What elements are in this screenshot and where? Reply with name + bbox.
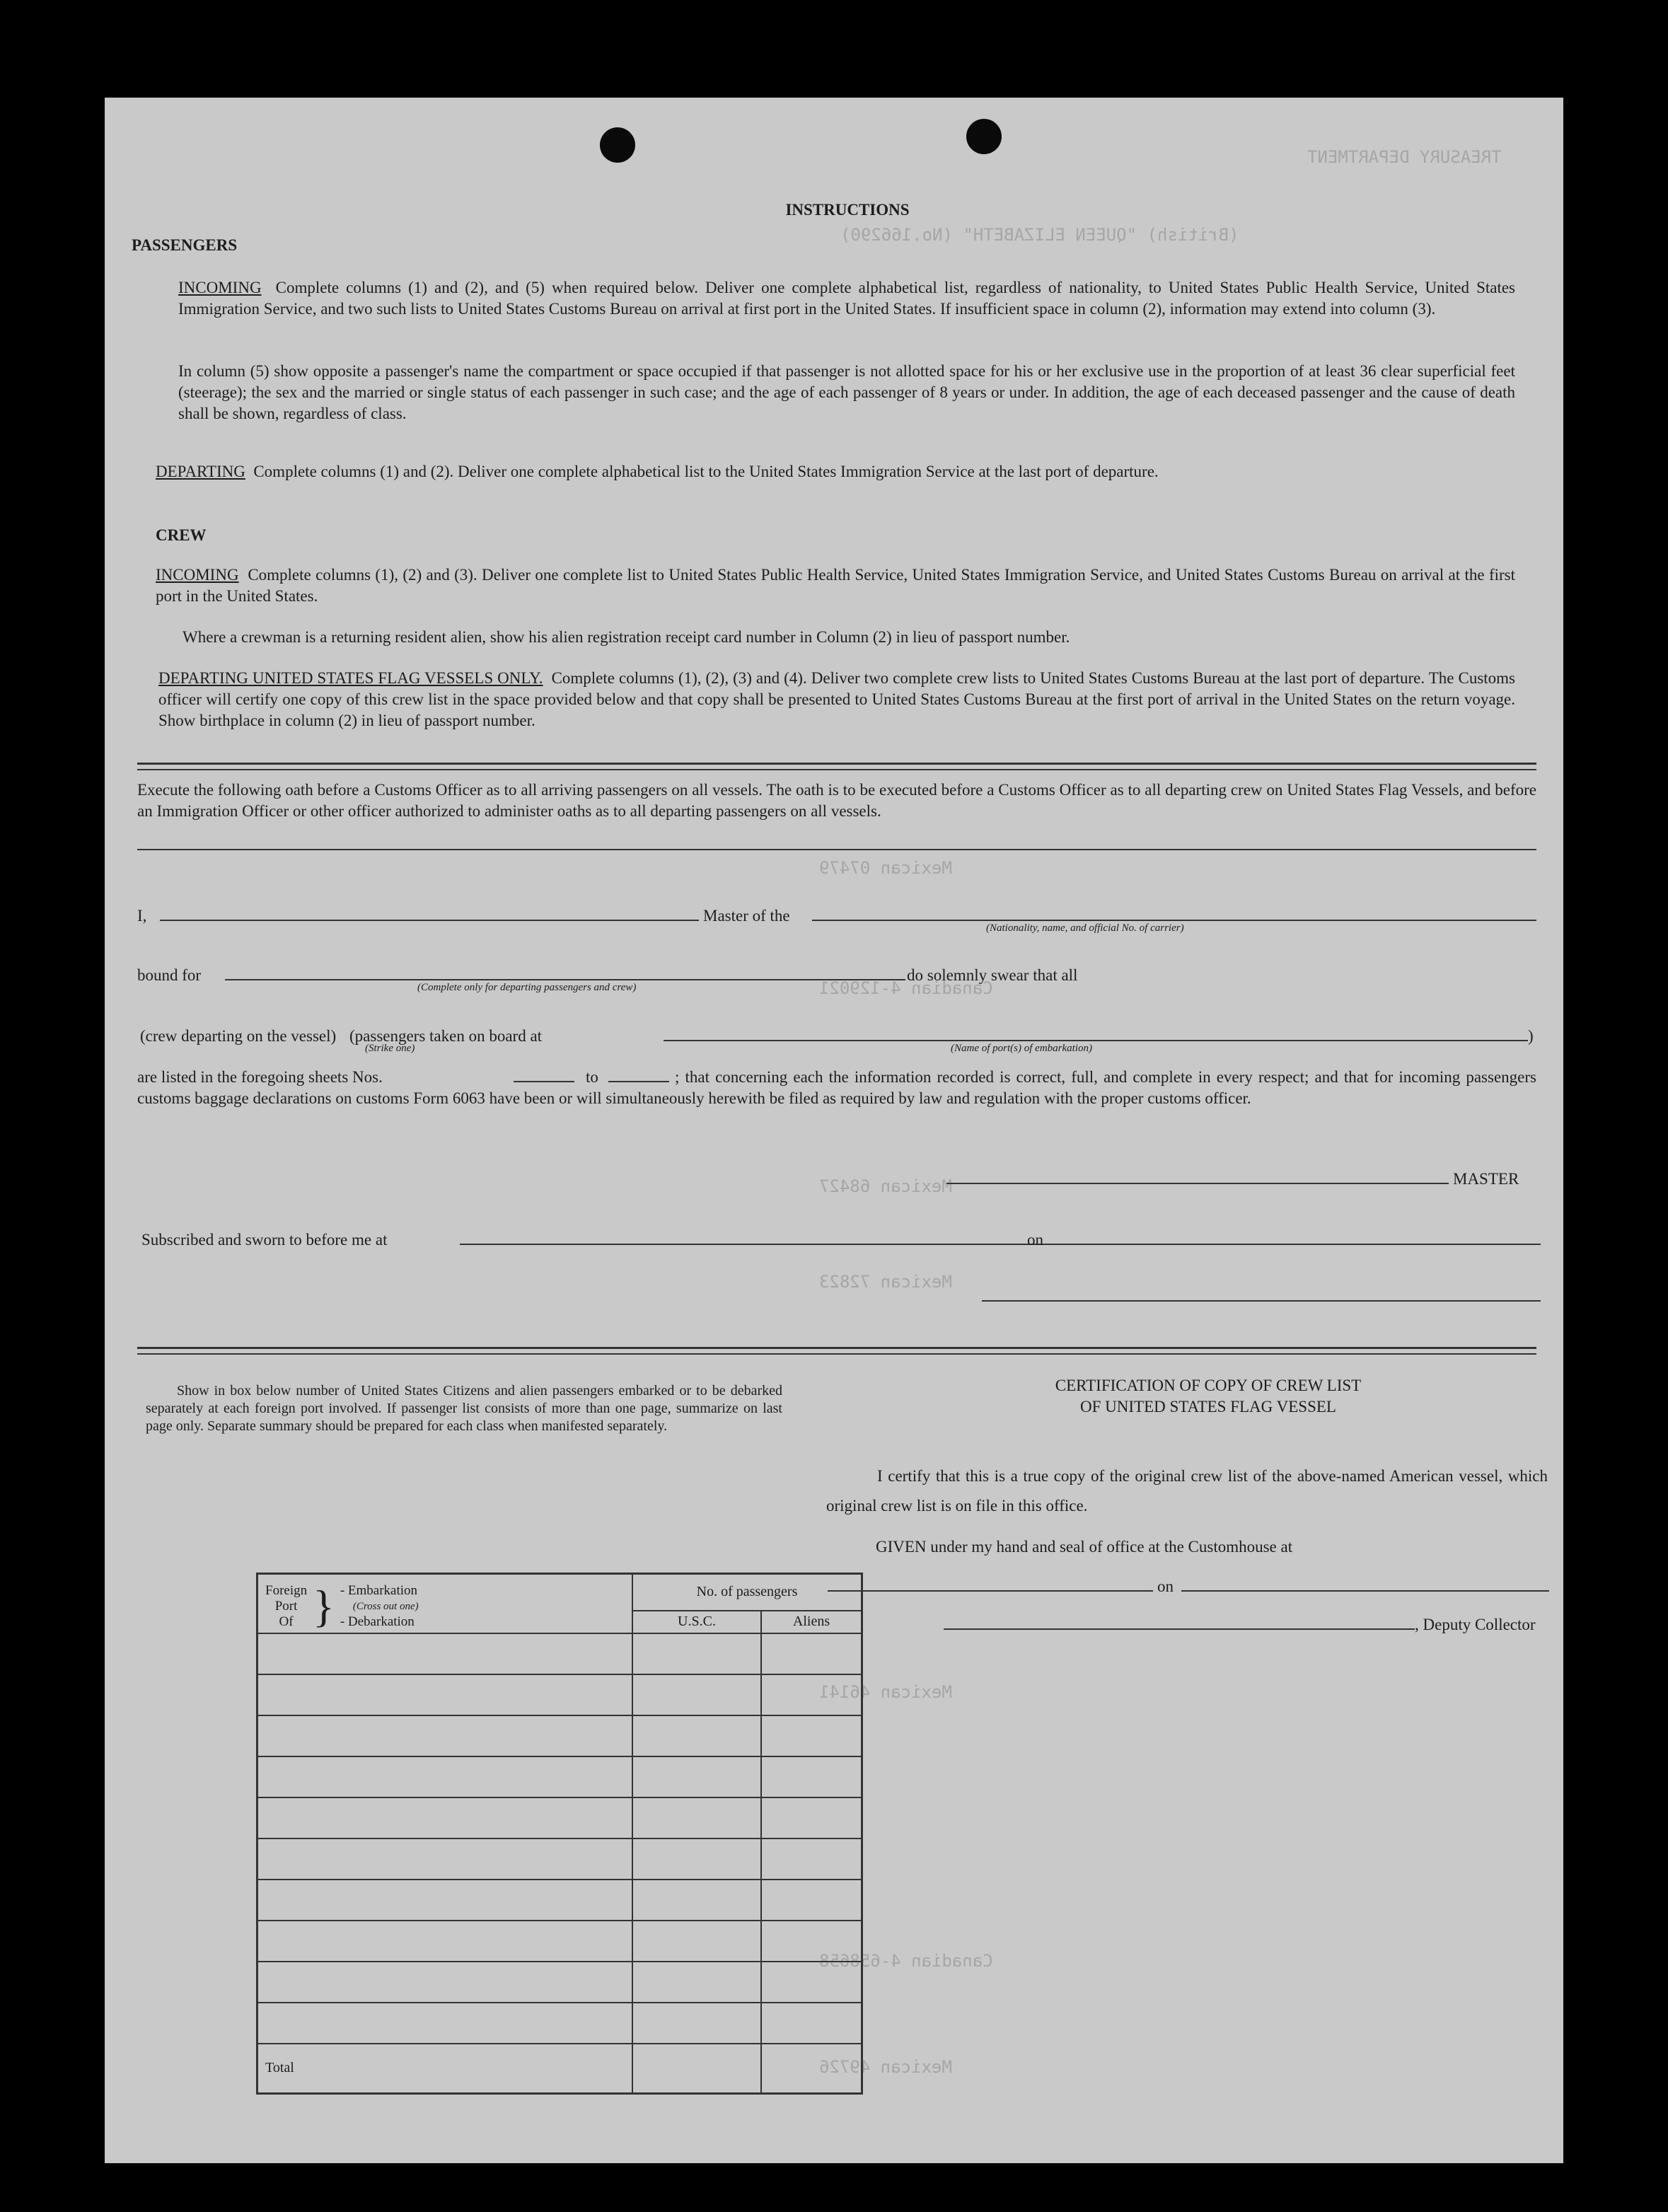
passengers-departing-label: DEPARTING [156, 463, 245, 480]
bleed-through-text: Mexican 46141 [819, 1682, 952, 1702]
page-title: INSTRUCTIONS [785, 201, 910, 219]
aliens-cell[interactable] [761, 1962, 862, 2003]
aliens-cell[interactable] [761, 1715, 862, 1756]
crew-incoming-paragraph [156, 564, 1515, 607]
embarkation-label: - Embarkation [340, 1583, 418, 1598]
section-divider [137, 763, 1536, 770]
crew-incoming-label: INCOMING [156, 566, 239, 584]
aliens-cell[interactable] [761, 1880, 862, 1921]
usc-cell[interactable] [632, 1838, 761, 1880]
aliens-cell[interactable] [761, 1674, 862, 1715]
deputy-collector-signature-field[interactable] [944, 1628, 1415, 1630]
passengers-departing-text: Complete columns (1) and (2). Deliver one complete alphabetical list to the United States Immigration Service at the last port of departure. [253, 463, 1159, 480]
oath-passengers-option: (passengers taken on board at [349, 1027, 543, 1045]
oath-i-label: I, [137, 907, 147, 925]
oath-bound-for-label: bound for [137, 966, 202, 984]
oath-carrier-field[interactable] [812, 920, 1536, 921]
oath-crew-departing-option: (crew departing on the vessel) [140, 1027, 337, 1045]
usc-cell[interactable] [632, 2003, 761, 2044]
subscribed-on-label: on [1027, 1231, 1043, 1249]
summary-instructions: Show in box below number of United States Citizens and alien passengers embarked or to be debarked separately at each foreign port involved. If passenger list consists of more than one page, summarize on last page only. Separate summary should be prepared for each class when manifested separately. [146, 1383, 782, 1434]
usc-cell[interactable] [632, 1715, 761, 1756]
subscribed-label: Subscribed and sworn to before me at [141, 1231, 388, 1249]
certification-title-line2: OF UNITED STATES FLAG VESSEL [1080, 1398, 1336, 1415]
of-label: Of [279, 1614, 294, 1629]
aliens-cell[interactable] [761, 1921, 862, 1962]
bleed-through-text: Mexican 49726 [819, 2057, 952, 2077]
oath-carrier-caption: (Nationality, name, and official No. of carrier) [986, 922, 1184, 934]
port-cell[interactable] [257, 1756, 633, 1797]
bleed-through-text: TREASURY DEPARTMENT [1307, 147, 1502, 167]
oath-listed-label: are listed in the foregoing sheets Nos. [137, 1068, 383, 1086]
crew-departing-text: Complete columns (1), (2), (3) and (4). Deliver two complete crew lists to United States Customs Bureau at the last port of departure. The Customs officer will certify one copy of this crew list in the space provided below and that copy shall be presented to United States Customs Bureau at the first port of arrival in the United States on the return voyage. Show birthplace in column (2) in lieu of passport number. [158, 669, 1516, 729]
oath-to-label: to [586, 1068, 598, 1086]
oath-master-name-field[interactable] [160, 920, 699, 921]
usc-header: U.S.C. [632, 1611, 761, 1633]
master-signature-field[interactable] [946, 1183, 1449, 1184]
bleed-through-text: (British) "QUEEN ELIZABETH" (No.166290) [840, 225, 1239, 245]
oath-master-of-label: Master of the [703, 907, 790, 925]
cross-out-caption: (Cross out one) [352, 1601, 419, 1612]
passengers-column5-paragraph: In column (5) show opposite a passenger's name the compartment or space occupied if that passenger is not allotted space for his or her exclusive use in the proportion of at least 36 clear superficial feet (steerage); the sex and the married or single status of each passenger in such case; and the age of each passenger of 8 years or under. In addition, the age of each deceased passenger and the cause of death shall be shown, regardless of class. [178, 362, 1515, 422]
aliens-cell[interactable] [761, 1633, 862, 1674]
port-label: Port [274, 1599, 298, 1614]
aliens-cell[interactable] [761, 1797, 862, 1838]
certification-on-label: on [1157, 1577, 1174, 1595]
debarkation-label: - Debarkation [340, 1614, 415, 1629]
oath-embarkation-port-field[interactable] [664, 1040, 1528, 1041]
aliens-cell[interactable] [761, 1756, 862, 1797]
port-cell[interactable] [257, 1962, 633, 2003]
crew-incoming-text: Complete columns (1), (2) and (3). Deliver one complete list to United States Public Health Service, United States Immigration Service, and United States Customs Bureau on arrival at the first port in the United States. [156, 566, 1516, 605]
section-divider [137, 1347, 1536, 1355]
aliens-header: Aliens [761, 1611, 862, 1633]
total-label: Total [257, 2044, 633, 2094]
passengers-incoming-text: Complete columns (1) and (2), and (5) when required below. Deliver one complete alphabetical list, regardless of nationality, to United States Public Health Service, United States Immigration Service, and two such lists to United States Customs Bureau on arrival at first port in the United States. If insufficient space in column (2), information may extend into column (3). [178, 279, 1516, 318]
oath-bound-caption: (Complete only for departing passengers and crew) [417, 982, 637, 993]
total-aliens-cell[interactable] [761, 2044, 862, 2094]
deputy-collector-label: , Deputy Collector [1415, 1616, 1536, 1633]
port-cell[interactable] [257, 1633, 633, 1674]
port-cell[interactable] [257, 1797, 633, 1838]
oath-bound-for-field[interactable] [225, 979, 905, 980]
punch-hole-right [966, 119, 1002, 154]
crew-departing-label: DEPARTING UNITED STATES FLAG VESSELS ONLY. [158, 669, 543, 687]
section-divider [137, 849, 1536, 850]
bleed-through-text: Canadian 4-129021 [819, 978, 993, 998]
port-cell[interactable] [257, 1838, 633, 1880]
subscribed-date-field[interactable] [1047, 1244, 1541, 1245]
passengers-departing-paragraph [156, 461, 1515, 482]
port-cell[interactable] [257, 1715, 633, 1756]
oath-strike-one-caption: (Strike one) [365, 1043, 415, 1054]
crew-departing-paragraph [158, 668, 1515, 731]
brace-icon: } [313, 1581, 335, 1631]
usc-cell[interactable] [632, 1756, 761, 1797]
certification-date-field[interactable] [1181, 1590, 1549, 1592]
oath-listed-text: ; that concerning each the information recorded is correct, full, and complete in every respect; and that for incoming passengers customs baggage declarations on customs Form 6063 have been or will simultaneously herewith be filed as required by law and regulation with the proper customs officer. [137, 1068, 1536, 1107]
passengers-incoming-paragraph [178, 277, 1515, 320]
passenger-summary-table [256, 1573, 863, 2095]
aliens-cell[interactable] [761, 1838, 862, 1880]
certification-given-text: GIVEN under my hand and seal of office at the Customhouse at [876, 1538, 1293, 1556]
usc-cell[interactable] [632, 1962, 761, 2003]
crew-heading: CREW [156, 526, 207, 544]
customhouse-place-field[interactable] [828, 1590, 1153, 1592]
certification-title-line1: CERTIFICATION OF COPY OF CREW LIST [1055, 1377, 1362, 1394]
passengers-heading: PASSENGERS [132, 236, 238, 254]
usc-cell[interactable] [632, 1633, 761, 1674]
bleed-through-text: Mexican 68427 [819, 1176, 952, 1196]
oath-port-caption: (Name of port(s) of embarkation) [951, 1043, 1092, 1054]
passengers-incoming-label: INCOMING [178, 279, 262, 296]
oath-intro: Execute the following oath before a Customs Officer as to all arriving passengers on all vessels. The oath is to be executed before a Customs Officer as to all departing crew on United States Flag Vessels, and before an Immigration Officer or other officer authorized to administer oaths as to all departing passengers on all vessels. [137, 781, 1536, 820]
port-cell[interactable] [257, 2003, 633, 2044]
bleed-through-text: Mexican 07479 [819, 858, 952, 878]
usc-cell[interactable] [632, 1674, 761, 1715]
bleed-through-text: Canadian 4-658658 [819, 1951, 993, 1971]
total-usc-cell[interactable] [632, 2044, 761, 2094]
foreign-label: Foreign [265, 1583, 308, 1598]
officer-signature-field[interactable] [982, 1300, 1541, 1302]
no-of-passengers-header: No. of passengers [632, 1574, 862, 1611]
aliens-cell[interactable] [761, 2003, 862, 2044]
oath-close-paren: ) [1528, 1027, 1534, 1045]
usc-cell[interactable] [632, 1880, 761, 1921]
document-page [105, 98, 1563, 2163]
port-cell[interactable] [257, 1674, 633, 1715]
usc-cell[interactable] [632, 1921, 761, 1962]
certification-statement: I certify that this is a true copy of the original crew list of the above-named American vessel, which original crew list is on file in this office. [826, 1467, 1548, 1515]
crew-resident-paragraph: Where a crewman is a returning resident alien, show his alien registration receipt card number in Column (2) in lieu of passport number. [183, 628, 1070, 646]
foreign-port-header [257, 1574, 633, 1633]
master-label: MASTER [1453, 1170, 1519, 1188]
usc-cell[interactable] [632, 1797, 761, 1838]
oath-solemnly-label: do solemnly swear that all [907, 966, 1078, 984]
port-cell[interactable] [257, 1880, 633, 1921]
punch-hole-left [600, 127, 635, 163]
bleed-through-text: Mexican 72823 [819, 1272, 952, 1292]
port-cell[interactable] [257, 1921, 633, 1962]
